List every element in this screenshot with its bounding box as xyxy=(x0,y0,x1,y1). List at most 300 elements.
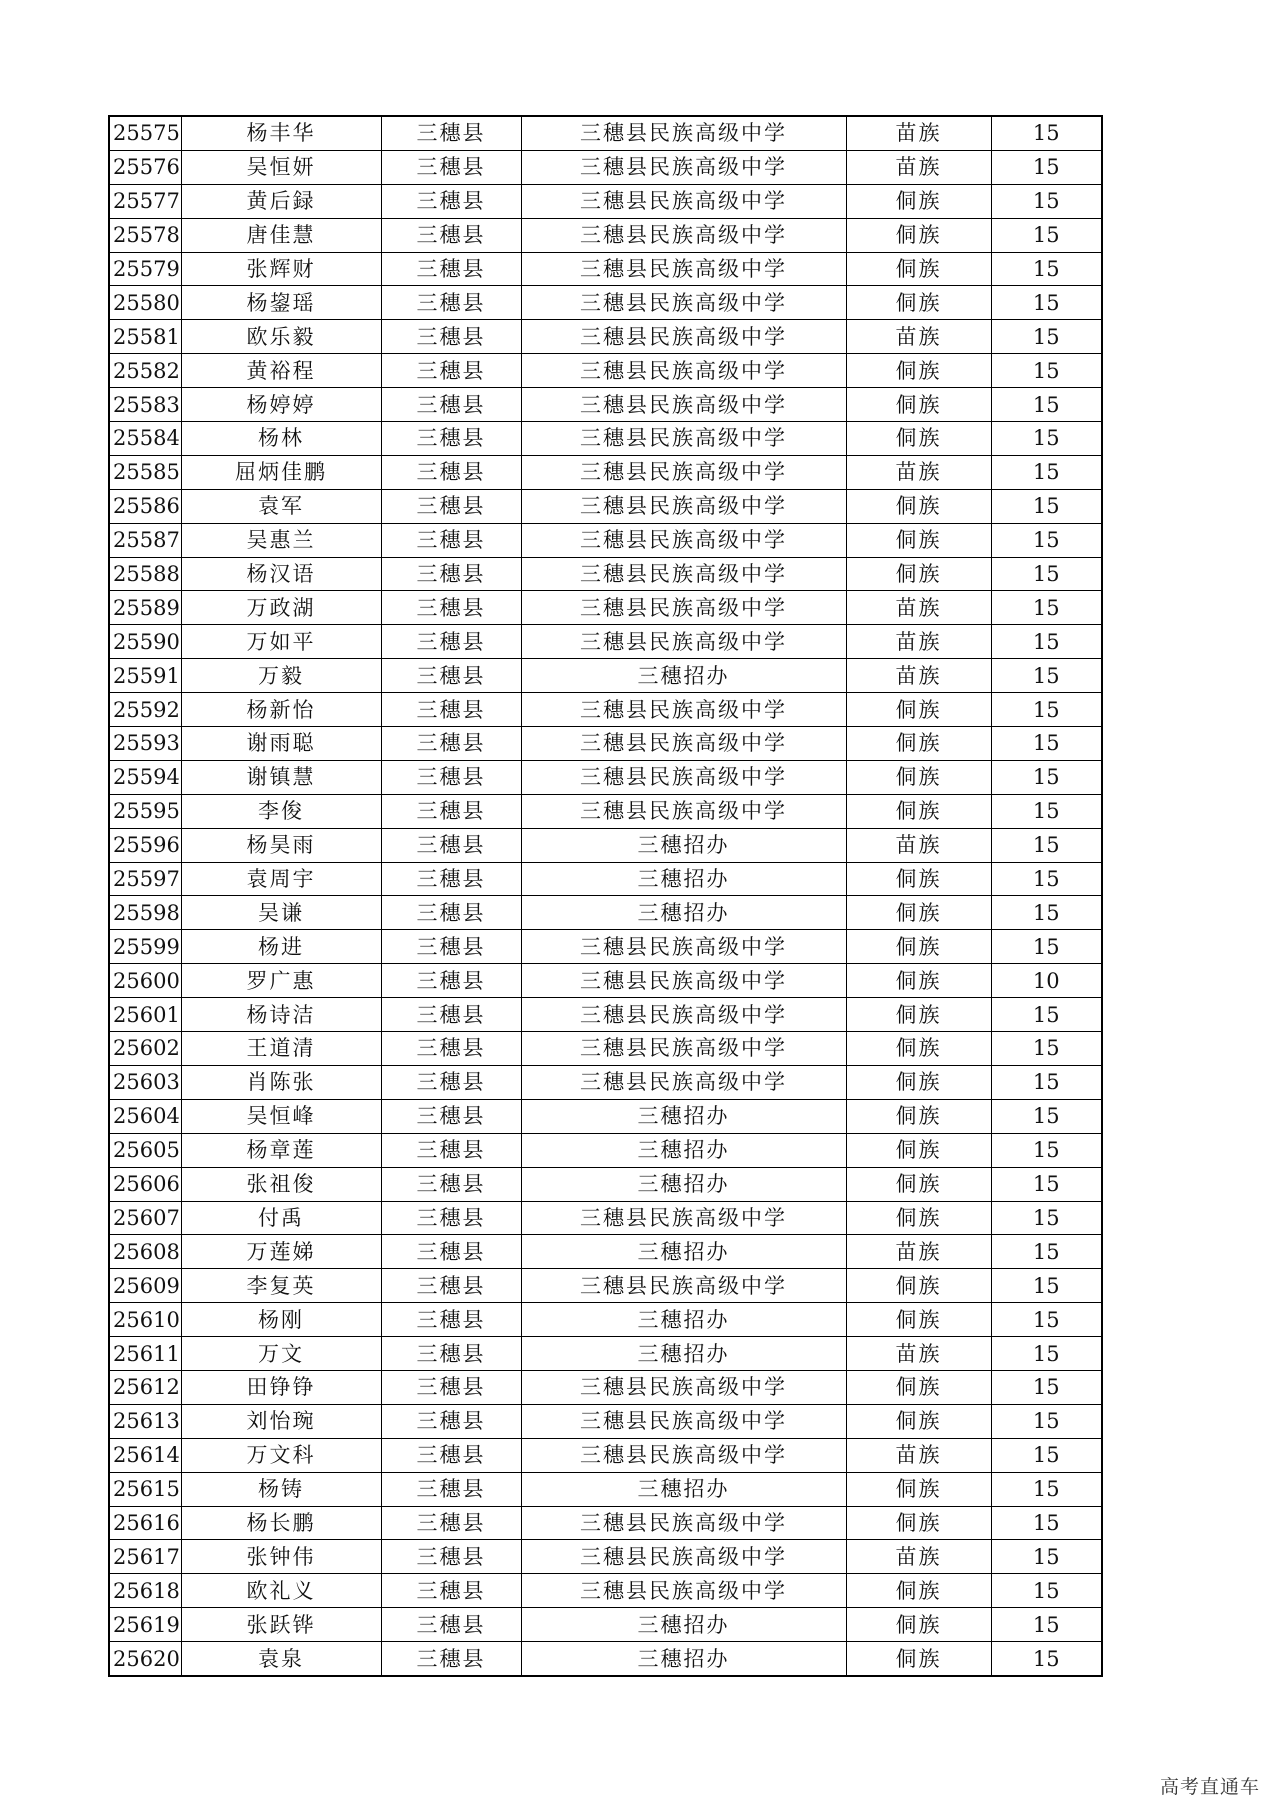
school-cell: 三穗县民族高级中学 xyxy=(521,320,846,354)
table-row xyxy=(109,1303,1102,1337)
id-cell: 25610 xyxy=(109,1303,181,1337)
score-cell: 15 xyxy=(991,727,1102,761)
score-cell: 15 xyxy=(991,557,1102,591)
table-row xyxy=(109,1506,1102,1540)
score-cell: 15 xyxy=(991,693,1102,727)
county-cell: 三穗县 xyxy=(381,286,521,320)
table-row xyxy=(109,1269,1102,1303)
score-cell: 10 xyxy=(991,964,1102,998)
id-cell: 25579 xyxy=(109,252,181,286)
school-cell: 三穗县民族高级中学 xyxy=(521,150,846,184)
school-cell: 三穗县民族高级中学 xyxy=(521,218,846,252)
county-cell: 三穗县 xyxy=(381,727,521,761)
ethnicity-cell: 侗族 xyxy=(846,760,991,794)
school-cell: 三穗县民族高级中学 xyxy=(521,422,846,456)
name-cell: 杨婷婷 xyxy=(181,388,381,422)
table-row xyxy=(109,998,1102,1032)
score-cell: 15 xyxy=(991,150,1102,184)
table-row xyxy=(109,625,1102,659)
name-cell: 杨进 xyxy=(181,930,381,964)
school-cell: 三穗县民族高级中学 xyxy=(521,489,846,523)
name-cell: 谢镇慧 xyxy=(181,760,381,794)
ethnicity-cell: 苗族 xyxy=(846,116,991,150)
id-cell: 25606 xyxy=(109,1167,181,1201)
id-cell: 25616 xyxy=(109,1506,181,1540)
watermark-text: 高考直通车 xyxy=(1159,1776,1260,1798)
score-cell: 15 xyxy=(991,794,1102,828)
table-row xyxy=(109,1642,1102,1676)
table-row xyxy=(109,286,1102,320)
score-cell: 15 xyxy=(991,489,1102,523)
id-cell: 25578 xyxy=(109,218,181,252)
school-cell: 三穗招办 xyxy=(521,1303,846,1337)
score-cell: 15 xyxy=(991,1235,1102,1269)
school-cell: 三穗县民族高级中学 xyxy=(521,523,846,557)
table-row xyxy=(109,1099,1102,1133)
school-cell: 三穗县民族高级中学 xyxy=(521,794,846,828)
name-cell: 刘怡琬 xyxy=(181,1404,381,1438)
score-cell: 15 xyxy=(991,930,1102,964)
id-cell: 25602 xyxy=(109,1032,181,1066)
school-cell: 三穗县民族高级中学 xyxy=(521,1032,846,1066)
county-cell: 三穗县 xyxy=(381,1065,521,1099)
table-row xyxy=(109,523,1102,557)
id-cell: 25592 xyxy=(109,693,181,727)
county-cell: 三穗县 xyxy=(381,1472,521,1506)
table-row xyxy=(109,1133,1102,1167)
county-cell: 三穗县 xyxy=(381,523,521,557)
ethnicity-cell: 苗族 xyxy=(846,591,991,625)
ethnicity-cell: 侗族 xyxy=(846,862,991,896)
county-cell: 三穗县 xyxy=(381,1574,521,1608)
name-cell: 付禹 xyxy=(181,1201,381,1235)
school-cell: 三穗县民族高级中学 xyxy=(521,1201,846,1235)
table-row xyxy=(109,794,1102,828)
score-cell: 15 xyxy=(991,659,1102,693)
county-cell: 三穗县 xyxy=(381,1404,521,1438)
name-cell: 万文 xyxy=(181,1337,381,1371)
score-cell: 15 xyxy=(991,625,1102,659)
score-cell: 15 xyxy=(991,286,1102,320)
school-cell: 三穗县民族高级中学 xyxy=(521,455,846,489)
county-cell: 三穗县 xyxy=(381,1269,521,1303)
ethnicity-cell: 侗族 xyxy=(846,930,991,964)
table-row xyxy=(109,659,1102,693)
table-row xyxy=(109,1370,1102,1404)
ethnicity-cell: 侗族 xyxy=(846,184,991,218)
table-row xyxy=(109,862,1102,896)
county-cell: 三穗县 xyxy=(381,388,521,422)
table-row xyxy=(109,116,1102,150)
ethnicity-cell: 侗族 xyxy=(846,1608,991,1642)
school-cell: 三穗招办 xyxy=(521,1642,846,1676)
name-cell: 杨章莲 xyxy=(181,1133,381,1167)
school-cell: 三穗县民族高级中学 xyxy=(521,591,846,625)
name-cell: 杨诗洁 xyxy=(181,998,381,1032)
score-cell: 15 xyxy=(991,1032,1102,1066)
score-cell: 15 xyxy=(991,1438,1102,1472)
county-cell: 三穗县 xyxy=(381,184,521,218)
name-cell: 万莲娣 xyxy=(181,1235,381,1269)
score-cell: 15 xyxy=(991,1167,1102,1201)
county-cell: 三穗县 xyxy=(381,1303,521,1337)
school-cell: 三穗县民族高级中学 xyxy=(521,1269,846,1303)
ethnicity-cell: 侗族 xyxy=(846,1642,991,1676)
name-cell: 唐佳慧 xyxy=(181,218,381,252)
ethnicity-cell: 侗族 xyxy=(846,1269,991,1303)
id-cell: 25589 xyxy=(109,591,181,625)
id-cell: 25619 xyxy=(109,1608,181,1642)
score-cell: 15 xyxy=(991,828,1102,862)
id-cell: 25583 xyxy=(109,388,181,422)
name-cell: 杨长鹏 xyxy=(181,1506,381,1540)
ethnicity-cell: 苗族 xyxy=(846,1235,991,1269)
ethnicity-cell: 侗族 xyxy=(846,998,991,1032)
county-cell: 三穗县 xyxy=(381,1235,521,1269)
ethnicity-cell: 侗族 xyxy=(846,557,991,591)
county-cell: 三穗县 xyxy=(381,455,521,489)
county-cell: 三穗县 xyxy=(381,1099,521,1133)
score-cell: 15 xyxy=(991,1337,1102,1371)
county-cell: 三穗县 xyxy=(381,625,521,659)
name-cell: 欧乐毅 xyxy=(181,320,381,354)
id-cell: 25613 xyxy=(109,1404,181,1438)
school-cell: 三穗招办 xyxy=(521,862,846,896)
table-row xyxy=(109,1574,1102,1608)
county-cell: 三穗县 xyxy=(381,1337,521,1371)
id-cell: 25607 xyxy=(109,1201,181,1235)
school-cell: 三穗招办 xyxy=(521,1235,846,1269)
name-cell: 欧礼义 xyxy=(181,1574,381,1608)
name-cell: 杨鋆瑶 xyxy=(181,286,381,320)
county-cell: 三穗县 xyxy=(381,557,521,591)
score-cell: 15 xyxy=(991,422,1102,456)
table-row xyxy=(109,1201,1102,1235)
id-cell: 25597 xyxy=(109,862,181,896)
ethnicity-cell: 苗族 xyxy=(846,1540,991,1574)
table-row xyxy=(109,1065,1102,1099)
score-cell: 15 xyxy=(991,896,1102,930)
name-cell: 万政湖 xyxy=(181,591,381,625)
score-cell: 15 xyxy=(991,320,1102,354)
table-row xyxy=(109,930,1102,964)
county-cell: 三穗县 xyxy=(381,354,521,388)
ethnicity-cell: 侗族 xyxy=(846,388,991,422)
table-row xyxy=(109,1608,1102,1642)
name-cell: 张辉财 xyxy=(181,252,381,286)
id-cell: 25617 xyxy=(109,1540,181,1574)
name-cell: 张祖俊 xyxy=(181,1167,381,1201)
ethnicity-cell: 侗族 xyxy=(846,1370,991,1404)
county-cell: 三穗县 xyxy=(381,693,521,727)
id-cell: 25608 xyxy=(109,1235,181,1269)
school-cell: 三穗县民族高级中学 xyxy=(521,625,846,659)
id-cell: 25577 xyxy=(109,184,181,218)
table-row xyxy=(109,693,1102,727)
score-cell: 15 xyxy=(991,1065,1102,1099)
name-cell: 万毅 xyxy=(181,659,381,693)
id-cell: 25580 xyxy=(109,286,181,320)
school-cell: 三穗县民族高级中学 xyxy=(521,998,846,1032)
id-cell: 25612 xyxy=(109,1370,181,1404)
school-cell: 三穗县民族高级中学 xyxy=(521,1065,846,1099)
name-cell: 袁泉 xyxy=(181,1642,381,1676)
score-cell: 15 xyxy=(991,1201,1102,1235)
county-cell: 三穗县 xyxy=(381,218,521,252)
name-cell: 杨铸 xyxy=(181,1472,381,1506)
county-cell: 三穗县 xyxy=(381,1201,521,1235)
county-cell: 三穗县 xyxy=(381,320,521,354)
id-cell: 25600 xyxy=(109,964,181,998)
ethnicity-cell: 侗族 xyxy=(846,1133,991,1167)
school-cell: 三穗招办 xyxy=(521,896,846,930)
ethnicity-cell: 侗族 xyxy=(846,964,991,998)
id-cell: 25620 xyxy=(109,1642,181,1676)
ethnicity-cell: 苗族 xyxy=(846,625,991,659)
name-cell: 罗广惠 xyxy=(181,964,381,998)
id-cell: 25593 xyxy=(109,727,181,761)
score-cell: 15 xyxy=(991,252,1102,286)
table-row xyxy=(109,1167,1102,1201)
ethnicity-cell: 侗族 xyxy=(846,489,991,523)
id-cell: 25576 xyxy=(109,150,181,184)
score-table xyxy=(108,115,1103,1677)
id-cell: 25586 xyxy=(109,489,181,523)
county-cell: 三穗县 xyxy=(381,489,521,523)
name-cell: 李俊 xyxy=(181,794,381,828)
table-row xyxy=(109,557,1102,591)
table-row xyxy=(109,218,1102,252)
ethnicity-cell: 侗族 xyxy=(846,252,991,286)
county-cell: 三穗县 xyxy=(381,1608,521,1642)
score-cell: 15 xyxy=(991,998,1102,1032)
table-row xyxy=(109,1235,1102,1269)
school-cell: 三穗县民族高级中学 xyxy=(521,1540,846,1574)
name-cell: 李复英 xyxy=(181,1269,381,1303)
school-cell: 三穗县民族高级中学 xyxy=(521,964,846,998)
id-cell: 25587 xyxy=(109,523,181,557)
school-cell: 三穗县民族高级中学 xyxy=(521,286,846,320)
table-row xyxy=(109,1032,1102,1066)
school-cell: 三穗县民族高级中学 xyxy=(521,252,846,286)
school-cell: 三穗县民族高级中学 xyxy=(521,930,846,964)
ethnicity-cell: 苗族 xyxy=(846,320,991,354)
table-row xyxy=(109,455,1102,489)
score-cell: 15 xyxy=(991,184,1102,218)
table-row xyxy=(109,828,1102,862)
ethnicity-cell: 侗族 xyxy=(846,1099,991,1133)
id-cell: 25611 xyxy=(109,1337,181,1371)
score-cell: 15 xyxy=(991,760,1102,794)
school-cell: 三穗县民族高级中学 xyxy=(521,760,846,794)
county-cell: 三穗县 xyxy=(381,1370,521,1404)
ethnicity-cell: 苗族 xyxy=(846,1337,991,1371)
name-cell: 肖陈张 xyxy=(181,1065,381,1099)
name-cell: 张跃铧 xyxy=(181,1608,381,1642)
ethnicity-cell: 侗族 xyxy=(846,1574,991,1608)
school-cell: 三穗县民族高级中学 xyxy=(521,1370,846,1404)
ethnicity-cell: 苗族 xyxy=(846,828,991,862)
id-cell: 25590 xyxy=(109,625,181,659)
county-cell: 三穗县 xyxy=(381,1506,521,1540)
school-cell: 三穗招办 xyxy=(521,1337,846,1371)
school-cell: 三穗招办 xyxy=(521,1099,846,1133)
county-cell: 三穗县 xyxy=(381,591,521,625)
county-cell: 三穗县 xyxy=(381,794,521,828)
id-cell: 25605 xyxy=(109,1133,181,1167)
county-cell: 三穗县 xyxy=(381,422,521,456)
name-cell: 杨新怡 xyxy=(181,693,381,727)
ethnicity-cell: 侗族 xyxy=(846,354,991,388)
score-cell: 15 xyxy=(991,1608,1102,1642)
table-row xyxy=(109,422,1102,456)
ethnicity-cell: 苗族 xyxy=(846,150,991,184)
ethnicity-cell: 侗族 xyxy=(846,1506,991,1540)
score-cell: 15 xyxy=(991,1303,1102,1337)
id-cell: 25599 xyxy=(109,930,181,964)
table-row xyxy=(109,354,1102,388)
county-cell: 三穗县 xyxy=(381,760,521,794)
table-row xyxy=(109,388,1102,422)
name-cell: 田铮铮 xyxy=(181,1370,381,1404)
score-cell: 15 xyxy=(991,116,1102,150)
ethnicity-cell: 侗族 xyxy=(846,794,991,828)
name-cell: 吴恒峰 xyxy=(181,1099,381,1133)
school-cell: 三穗招办 xyxy=(521,1133,846,1167)
id-cell: 25614 xyxy=(109,1438,181,1472)
id-cell: 25582 xyxy=(109,354,181,388)
table-row xyxy=(109,896,1102,930)
name-cell: 王道清 xyxy=(181,1032,381,1066)
id-cell: 25603 xyxy=(109,1065,181,1099)
ethnicity-cell: 侗族 xyxy=(846,1303,991,1337)
id-cell: 25601 xyxy=(109,998,181,1032)
name-cell: 黄后録 xyxy=(181,184,381,218)
name-cell: 杨昊雨 xyxy=(181,828,381,862)
ethnicity-cell: 侗族 xyxy=(846,523,991,557)
name-cell: 万如平 xyxy=(181,625,381,659)
school-cell: 三穗县民族高级中学 xyxy=(521,727,846,761)
id-cell: 25594 xyxy=(109,760,181,794)
table-row xyxy=(109,727,1102,761)
school-cell: 三穗招办 xyxy=(521,828,846,862)
id-cell: 25575 xyxy=(109,116,181,150)
name-cell: 吴恒妍 xyxy=(181,150,381,184)
score-cell: 15 xyxy=(991,1099,1102,1133)
school-cell: 三穗县民族高级中学 xyxy=(521,1404,846,1438)
ethnicity-cell: 侗族 xyxy=(846,286,991,320)
county-cell: 三穗县 xyxy=(381,896,521,930)
county-cell: 三穗县 xyxy=(381,1133,521,1167)
name-cell: 黄裕程 xyxy=(181,354,381,388)
school-cell: 三穗县民族高级中学 xyxy=(521,116,846,150)
table-row xyxy=(109,964,1102,998)
table-row xyxy=(109,1337,1102,1371)
ethnicity-cell: 侗族 xyxy=(846,896,991,930)
table-row xyxy=(109,591,1102,625)
name-cell: 屈炳佳鹏 xyxy=(181,455,381,489)
name-cell: 万文科 xyxy=(181,1438,381,1472)
table-row xyxy=(109,1404,1102,1438)
school-cell: 三穗招办 xyxy=(521,1608,846,1642)
score-cell: 15 xyxy=(991,591,1102,625)
county-cell: 三穗县 xyxy=(381,150,521,184)
school-cell: 三穗县民族高级中学 xyxy=(521,1506,846,1540)
ethnicity-cell: 侗族 xyxy=(846,218,991,252)
ethnicity-cell: 侗族 xyxy=(846,1032,991,1066)
id-cell: 25588 xyxy=(109,557,181,591)
name-cell: 杨刚 xyxy=(181,1303,381,1337)
score-cell: 15 xyxy=(991,388,1102,422)
table-row xyxy=(109,1438,1102,1472)
table-row xyxy=(109,1540,1102,1574)
score-cell: 15 xyxy=(991,1370,1102,1404)
county-cell: 三穗县 xyxy=(381,1642,521,1676)
school-cell: 三穗县民族高级中学 xyxy=(521,557,846,591)
id-cell: 25596 xyxy=(109,828,181,862)
id-cell: 25618 xyxy=(109,1574,181,1608)
score-table-body xyxy=(109,116,1102,1676)
name-cell: 谢雨聪 xyxy=(181,727,381,761)
id-cell: 25585 xyxy=(109,455,181,489)
ethnicity-cell: 侗族 xyxy=(846,1472,991,1506)
county-cell: 三穗县 xyxy=(381,1167,521,1201)
school-cell: 三穗招办 xyxy=(521,1472,846,1506)
ethnicity-cell: 苗族 xyxy=(846,659,991,693)
score-cell: 15 xyxy=(991,1269,1102,1303)
score-cell: 15 xyxy=(991,1133,1102,1167)
school-cell: 三穗县民族高级中学 xyxy=(521,693,846,727)
ethnicity-cell: 侗族 xyxy=(846,422,991,456)
ethnicity-cell: 侗族 xyxy=(846,1167,991,1201)
table-row xyxy=(109,184,1102,218)
table-row xyxy=(109,1472,1102,1506)
ethnicity-cell: 侗族 xyxy=(846,1201,991,1235)
score-cell: 15 xyxy=(991,455,1102,489)
school-cell: 三穗县民族高级中学 xyxy=(521,354,846,388)
county-cell: 三穗县 xyxy=(381,659,521,693)
score-cell: 15 xyxy=(991,1506,1102,1540)
school-cell: 三穗招办 xyxy=(521,659,846,693)
score-cell: 15 xyxy=(991,1404,1102,1438)
score-cell: 15 xyxy=(991,354,1102,388)
name-cell: 杨丰华 xyxy=(181,116,381,150)
name-cell: 袁军 xyxy=(181,489,381,523)
id-cell: 25598 xyxy=(109,896,181,930)
name-cell: 张钟伟 xyxy=(181,1540,381,1574)
county-cell: 三穗县 xyxy=(381,1438,521,1472)
score-cell: 15 xyxy=(991,1642,1102,1676)
score-cell: 15 xyxy=(991,218,1102,252)
school-cell: 三穗县民族高级中学 xyxy=(521,1574,846,1608)
school-cell: 三穗招办 xyxy=(521,1167,846,1201)
county-cell: 三穗县 xyxy=(381,116,521,150)
table-row xyxy=(109,489,1102,523)
id-cell: 25595 xyxy=(109,794,181,828)
ethnicity-cell: 侗族 xyxy=(846,1404,991,1438)
ethnicity-cell: 苗族 xyxy=(846,1438,991,1472)
county-cell: 三穗县 xyxy=(381,1540,521,1574)
table-row xyxy=(109,760,1102,794)
id-cell: 25591 xyxy=(109,659,181,693)
table-row xyxy=(109,150,1102,184)
ethnicity-cell: 侗族 xyxy=(846,727,991,761)
id-cell: 25604 xyxy=(109,1099,181,1133)
county-cell: 三穗县 xyxy=(381,998,521,1032)
table-row xyxy=(109,252,1102,286)
name-cell: 袁周宇 xyxy=(181,862,381,896)
name-cell: 杨汉语 xyxy=(181,557,381,591)
